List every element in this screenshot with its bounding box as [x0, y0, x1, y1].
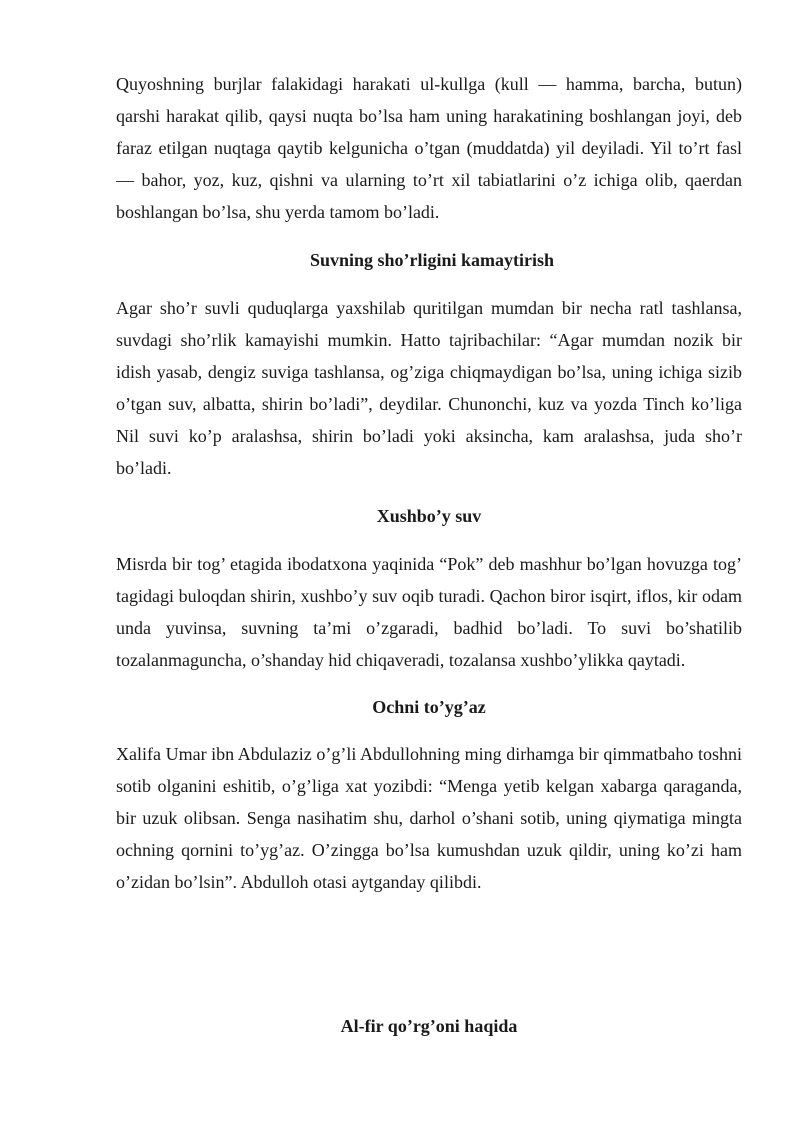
- heading-feed-the-hungry: Ochni to’yg’az: [372, 697, 486, 717]
- paragraph-reducing-salinity: Agar sho’r suvli quduqlarga yaxshilab quritilgan mumdan bir necha ratl tashlansa, suvdagi sho’rlik kamayishi mumkin. Hatto tajribachilar: “Agar mumdan nozik bir idish yasab, dengiz suviga tashlansa, og’ziga chiqmaydigan bo’lsa, uning ichiga sizib o’tgan suv, albatta, shirin bo’ladi”, deydilar. Chunonchi, kuz va yozda Tinch ko’liga Nil suvi ko’p aralashsa, shirin bo’ladi yoki aksincha, kam aralashsa, juda sho’r bo’ladi.: [116, 298, 742, 478]
- paragraph-year-definition: Quyoshning burjlar falakidagi harakati ul-kullga (kull — hamma, barcha, butun) qarshi harakat qilib, qaysi nuqta bo’lsa ham uning harakatining boshlangan joyi, deb faraz etilgan nuqtaga qaytib kelgunicha o’tgan (muddatda) yil deyiladi. Yil to’rt fasl — bahor, yoz, kuz, qishni va ularning to’rt xil tabiatlarini o’z ichiga olib, qaerdan boshlangan bo’lsa, shu yerda tamom bo’ladi.: [116, 74, 742, 222]
- paragraph-fragrant-water: Misrda bir tog’ etagida ibodatxona yaqinida “Pok” deb mashhur bo’lgan hovuzga tog’ tagidagi buloqdan shirin, xushbo’y suv oqib turadi. Qachon biror isqirt, iflos, kir odam unda yuvinsa, suvning ta’mi o’zgaradi, badhid bo’ladi. To suvi bo’shatilib tozalanmaguncha, o’shanday hid chiqaveradi, tozalansa xushbo’ylikka qaytadi.: [116, 554, 742, 670]
- document-page: [116, 68, 742, 1042]
- heading-fragrant-water: Xushbo’y suv: [376, 506, 482, 526]
- heading-al-fir-fortress: Al-fir qo’rg’oni haqida: [340, 1016, 518, 1036]
- heading-reducing-salinity: Suvning sho’rligini kamaytirish: [309, 250, 555, 270]
- paragraph-feed-the-hungry: Xalifa Umar ibn Abdulaziz o’g’li Abdullohning ming dirhamga bir qimmatbaho toshni sotib olganini eshitib, o’g’liga xat yozibdi: “Menga yetib kelgan xabarga qaraganda, bir uzuk olibsan. Senga nasihatim shu, darhol o’shani sotib, uning qiymatiga mingta ochning qornini to’yg’az. O’zingga bo’lsa kumushdan uzuk qildir, uning ko’zi ham o’zidan bo’lsin”. Abdulloh otasi aytganday qilibdi.: [116, 744, 742, 892]
